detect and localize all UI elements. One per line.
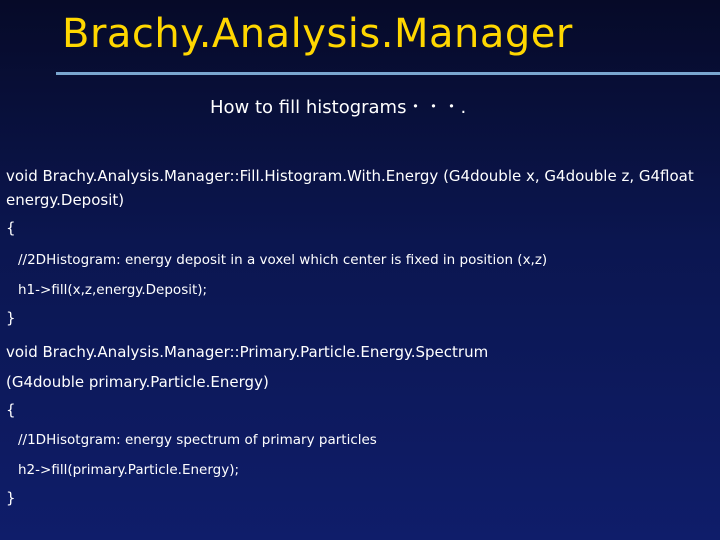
title-divider	[56, 72, 720, 75]
code-line-signature-2: void Brachy.Analysis.Manager::Primary.Particle.Energy.Spectrum	[6, 343, 489, 361]
slide-subtitle: How to fill histograms・・・.	[210, 97, 467, 118]
code-line-comment-2: //1DHisotgram: energy spectrum of primary particles	[18, 432, 377, 448]
code-line-fill-h2: h2->fill(primary.Particle.Energy);	[18, 462, 240, 478]
code-line-signature-2-cont: (G4double primary.Particle.Energy)	[6, 373, 269, 391]
code-line-fill-h1: h1->fill(x,z,energy.Deposit);	[18, 282, 208, 298]
code-line-signature-1: void Brachy.Analysis.Manager::Fill.Histogram.With.Energy (G4double x, G4double z, G4float	[6, 167, 694, 185]
code-line-open-brace-2: {	[6, 401, 16, 419]
code-line-open-brace-1: {	[6, 219, 16, 237]
slide-title: Brachy.Analysis.Manager	[62, 11, 573, 57]
code-line-comment-1: //2DHistogram: energy deposit in a voxel which center is fixed in position (x,z)	[18, 252, 548, 268]
code-line-close-brace-1: }	[6, 309, 16, 327]
code-line-close-brace-2: }	[6, 489, 16, 507]
code-line-signature-1-cont: energy.Deposit)	[6, 191, 125, 209]
